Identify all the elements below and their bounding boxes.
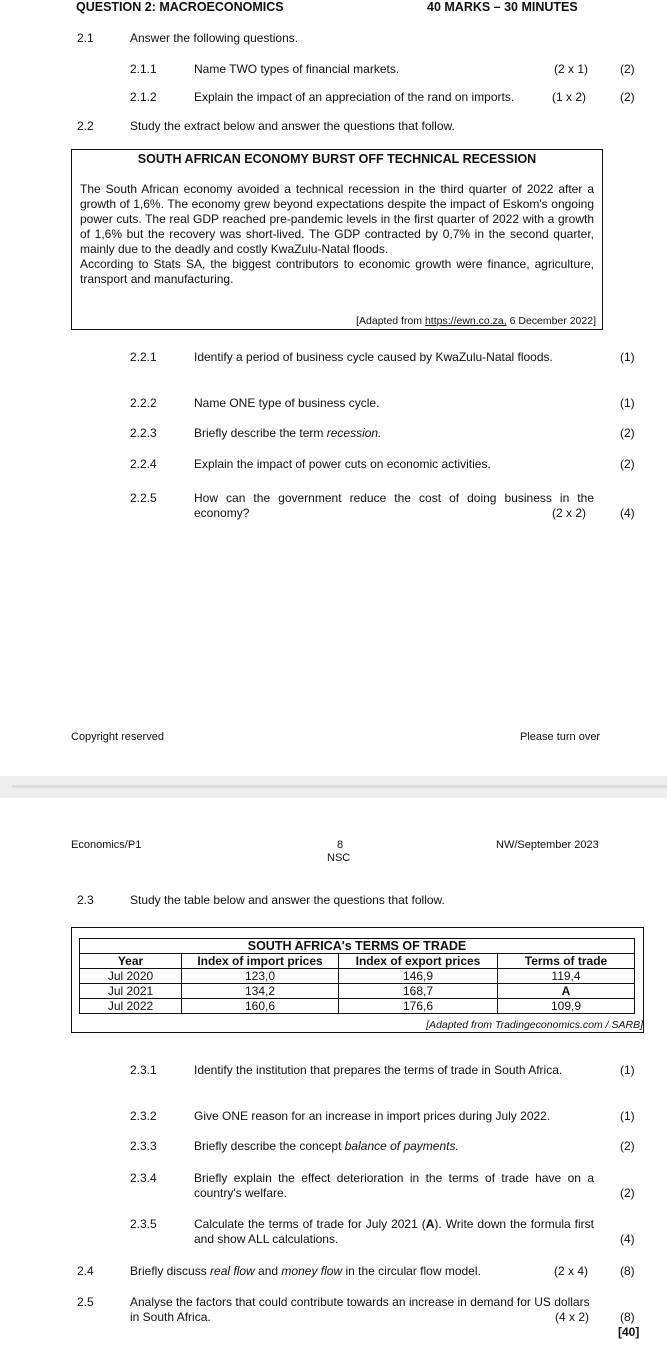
q2-3-2-marks: (1) — [620, 1109, 635, 1123]
q2-1-2-marks: (2) — [620, 90, 635, 104]
q2-3-3-text — [194, 1139, 459, 1153]
column-header: Index of export prices — [339, 954, 498, 969]
page-header-nsc: NSC — [327, 852, 351, 864]
table-cell: 160,6 — [182, 999, 339, 1014]
q2-4-money-flow: money flow — [281, 1264, 343, 1278]
q2-2-3-number: 2.2.3 — [130, 426, 157, 440]
q2-1-1-alloc: (2 x 1) — [554, 62, 589, 76]
q2-3-3-concept: balance of payments. — [344, 1139, 459, 1153]
q2-4-text-lead: Briefly discuss — [130, 1264, 211, 1278]
q2-1-2-text: Explain the impact of an appreciation of the rand on imports. — [194, 90, 515, 104]
table-row — [80, 969, 635, 984]
q2-3-5-answer-label: A — [425, 1217, 435, 1231]
q2-2-3-text — [194, 426, 381, 440]
q2-1-text: Answer the following questions. — [130, 31, 299, 45]
table-cell: Jul 2021 — [80, 984, 182, 999]
column-header: Index of import prices — [182, 954, 339, 969]
q2-1-2-number: 2.1.2 — [130, 90, 157, 104]
q2-3-2-text: Give ONE reason for an increase in import prices during July 2022. — [194, 1109, 551, 1123]
q2-5-alloc: (4 x 2) — [555, 1310, 590, 1324]
q2-4-marks: (8) — [620, 1264, 635, 1278]
q2-3-text: Study the table below and answer the questions that follow. — [130, 893, 445, 907]
q2-2-4-number: 2.2.4 — [130, 457, 157, 471]
q2-2-4-marks: (2) — [620, 457, 635, 471]
table-row — [80, 999, 635, 1014]
q2-2-1-number: 2.2.1 — [130, 350, 157, 364]
q2-1-1-marks: (2) — [620, 62, 635, 76]
extract-source-prefix: [Adapted from — [356, 315, 425, 327]
q2-3-5-number: 2.3.5 — [130, 1217, 157, 1231]
q2-4-real-flow: real flow — [210, 1264, 255, 1278]
table-cell: Jul 2022 — [80, 999, 182, 1014]
q2-1-1-number: 2.1.1 — [130, 62, 157, 76]
extract-paragraph: The South African economy avoided a technical recession in the third quarter of 2022 after a growth of 1,6%. The economy grew beyond expectations despite the impact of Eskom's ongoing power cuts. The real GDP reached pre-pandemic levels in the first quarter of 2022 with a growth of 1,6% but the recovery was short-lived. The GDP contracted by 0,7% in the second quarter, mainly due to the deadly and costly KwaZulu-Natal floods. — [80, 182, 594, 256]
q2-4-text-and: and — [254, 1264, 282, 1278]
q2-3-1-text: Identify the institution that prepares the terms of trade in South Africa. — [194, 1063, 563, 1077]
q2-2-2-marks: (1) — [620, 396, 635, 410]
page-break-line — [12, 785, 667, 788]
question-title: QUESTION 2: MACROECONOMICS — [76, 0, 284, 14]
extract-source-date: 6 December 2022] — [506, 315, 596, 327]
q2-1-1-text: Name TWO types of financial markets. — [194, 62, 400, 76]
extract-source — [356, 315, 596, 327]
table-cell: 123,0 — [182, 969, 339, 984]
table-cell: Jul 2020 — [80, 969, 182, 984]
q2-3-4-marks: (2) — [620, 1186, 635, 1200]
table-row — [80, 984, 635, 999]
q2-2-number: 2.2 — [77, 119, 94, 133]
terms-of-trade-table — [79, 938, 635, 1014]
page-header-subject: Economics/P1 — [71, 839, 142, 851]
q2-5-text: Analyse the factors that could contribute towards an increase in demand for US dollars in South Africa. — [130, 1295, 590, 1324]
q2-5-number: 2.5 — [77, 1295, 94, 1309]
q2-2-3-text-lead: Briefly describe the term — [194, 426, 327, 440]
question-total: [40] — [618, 1325, 640, 1339]
page-number: 8 — [336, 839, 344, 851]
q2-3-4-number: 2.3.4 — [130, 1171, 157, 1185]
table-cell: A — [498, 984, 635, 999]
extract-source-link[interactable]: https://ewn.co.za, — [424, 315, 507, 327]
q2-4-text — [130, 1264, 481, 1278]
q2-3-2-number: 2.3.2 — [130, 1109, 157, 1123]
q2-1-number: 2.1 — [77, 31, 94, 45]
q2-2-5-alloc: (2 x 2) — [552, 506, 587, 520]
q2-3-4-text: Briefly explain the effect deterioration in the terms of trade have on a country's welfare. — [194, 1171, 594, 1200]
q2-2-3-term: recession. — [326, 426, 382, 440]
q2-2-1-marks: (1) — [620, 350, 635, 364]
q2-2-5-text: How can the government reduce the cost of doing business in the economy? — [194, 491, 594, 520]
q2-3-5-marks: (4) — [620, 1232, 635, 1246]
q2-3-3-text-lead: Briefly describe the concept — [194, 1139, 345, 1153]
table-caption-row — [80, 939, 635, 954]
table-cell: 109,9 — [498, 999, 635, 1014]
q2-2-1-text: Identify a period of business cycle caused by KwaZulu-Natal floods. — [194, 350, 553, 364]
q2-3-5-text — [194, 1217, 594, 1247]
extract-paragraph: According to Stats SA, the biggest contributors to economic growth were finance, agriculture, transport and manufacturing. — [80, 257, 594, 286]
footer-turn-over: Please turn over — [520, 731, 601, 743]
extract-title: SOUTH AFRICAN ECONOMY BURST OFF TECHNICAL RECESSION — [137, 152, 537, 166]
footer-copyright: Copyright reserved — [71, 731, 164, 743]
q2-2-text: Study the extract below and answer the questions that follow. — [130, 119, 455, 133]
q2-2-5-number: 2.2.5 — [130, 491, 157, 505]
table-cell: 146,9 — [339, 969, 498, 984]
column-header: Terms of trade — [498, 954, 635, 969]
table-source: [Adapted from Tradingeconomics.com / SARB] — [426, 1019, 643, 1031]
q2-3-1-marks: (1) — [620, 1063, 635, 1077]
table-caption: SOUTH AFRICA's TERMS OF TRADE — [80, 939, 635, 954]
q2-1-2-alloc: (1 x 2) — [552, 90, 587, 104]
table-header-row — [80, 954, 635, 969]
q2-2-2-text: Name ONE type of business cycle. — [194, 396, 380, 410]
q2-3-3-number: 2.3.3 — [130, 1139, 157, 1153]
table-cell: 168,7 — [339, 984, 498, 999]
q2-4-number: 2.4 — [77, 1264, 94, 1278]
page-header-date: NW/September 2023 — [496, 839, 599, 851]
table-cell: 119,4 — [498, 969, 635, 984]
table-cell: 176,6 — [339, 999, 498, 1014]
question-marks: 40 MARKS – 30 MINUTES — [427, 0, 578, 14]
table-cell: 134,2 — [182, 984, 339, 999]
q2-3-5-text-rest: ). Write down the formula first and show ALL calculations. — [194, 1217, 594, 1246]
q2-4-alloc: (2 x 4) — [554, 1264, 589, 1278]
q2-3-3-marks: (2) — [620, 1139, 635, 1153]
q2-2-5-marks: (4) — [620, 506, 635, 520]
q2-3-1-number: 2.3.1 — [130, 1063, 157, 1077]
q2-3-5-text-lead: Calculate the terms of trade for July 2021 ( — [194, 1217, 426, 1231]
q2-5-marks: (8) — [620, 1310, 635, 1324]
extract-body — [80, 182, 594, 287]
q2-2-3-marks: (2) — [620, 426, 635, 440]
q2-4-text-rest: in the circular flow model. — [342, 1264, 481, 1278]
column-header: Year — [80, 954, 182, 969]
q2-3-number: 2.3 — [77, 893, 94, 907]
q2-2-2-number: 2.2.2 — [130, 396, 157, 410]
extract-box — [71, 149, 603, 330]
q2-2-4-text: Explain the impact of power cuts on economic activities. — [194, 457, 491, 471]
